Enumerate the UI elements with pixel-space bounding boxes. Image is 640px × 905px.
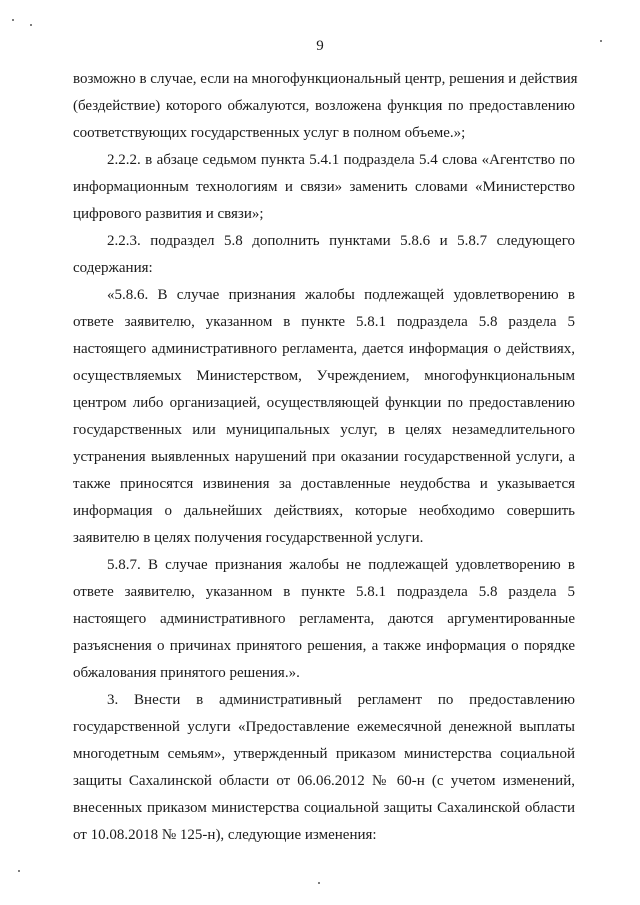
text-line: содержания:: [73, 260, 153, 276]
text-line: государственных или муниципальных услуг, в целях незамедлительного: [73, 422, 575, 438]
text-line: ответе заявителю, указанном в пункте 5.8.1 подраздела 5.8 раздела 5: [73, 314, 575, 330]
text-line: внесенных приказом министерства социальной защиты Сахалинской области: [73, 800, 575, 816]
text-line: возможно в случае, если на многофункциональный центр, решения и действия: [73, 71, 578, 87]
text-line: обжалования принятого решения.».: [73, 665, 300, 681]
text-line: настоящего административного регламента, даются аргументированные: [73, 611, 575, 627]
text-line: осуществляемых Министерством, Учреждением, многофункциональным: [73, 368, 575, 384]
text-line: (бездействие) которого обжалуются, возложена функция по предоставлению: [73, 98, 575, 114]
text-line: государственной услуги «Предоставление ежемесячной денежной выплаты: [73, 719, 575, 735]
text-line: 3. Внести в административный регламент по предоставлению: [107, 692, 575, 708]
text-line: центром либо организацией, осуществляющей функции по предоставлению: [73, 395, 575, 411]
text-line: информация о дальнейших действиях, которые необходимо совершить: [73, 503, 575, 519]
text-line: от 10.08.2018 № 125-н), следующие изменения:: [73, 827, 377, 843]
scan-speck: [12, 19, 14, 21]
text-line: также приносятся извинения за доставленные неудобства и указывается: [73, 476, 575, 492]
text-line: ответе заявителю, указанном в пункте 5.8.1 подраздела 5.8 раздела 5: [73, 584, 575, 600]
text-line: 2.2.2. в абзаце седьмом пункта 5.4.1 подраздела 5.4 слова «Агентство по: [107, 152, 575, 168]
scan-speck: [600, 40, 602, 42]
text-line: разъяснения о причинах принятого решения, а также информация о порядке: [73, 638, 575, 654]
text-line: устранения выявленных нарушений при оказании государственной услуги, а: [73, 449, 575, 465]
text-line: защиты Сахалинской области от 06.06.2012 № 60-н (с учетом изменений,: [73, 773, 575, 789]
text-line: заявителю в целях получения государственной услуги.: [73, 530, 424, 546]
scan-speck: [318, 882, 320, 884]
text-line: соответствующих государственных услуг в полном объеме.»;: [73, 125, 466, 141]
text-line: 2.2.3. подраздел 5.8 дополнить пунктами 5.8.6 и 5.8.7 следующего: [107, 233, 575, 249]
text-line: многодетным семьям», утвержденный приказом министерства социальной: [73, 746, 575, 762]
text-line: информационным технологиям и связи» заменить словами «Министерство: [73, 179, 575, 195]
scan-speck: [30, 24, 32, 26]
scan-speck: [18, 870, 20, 872]
page-number: 9: [316, 38, 324, 54]
text-line: цифрового развития и связи»;: [73, 206, 264, 222]
text-line: «5.8.6. В случае признания жалобы подлежащей удовлетворению в: [107, 287, 575, 303]
text-line: настоящего административного регламента, дается информация о действиях,: [73, 341, 575, 357]
text-line: 5.8.7. В случае признания жалобы не подлежащей удовлетворению в: [107, 557, 575, 573]
